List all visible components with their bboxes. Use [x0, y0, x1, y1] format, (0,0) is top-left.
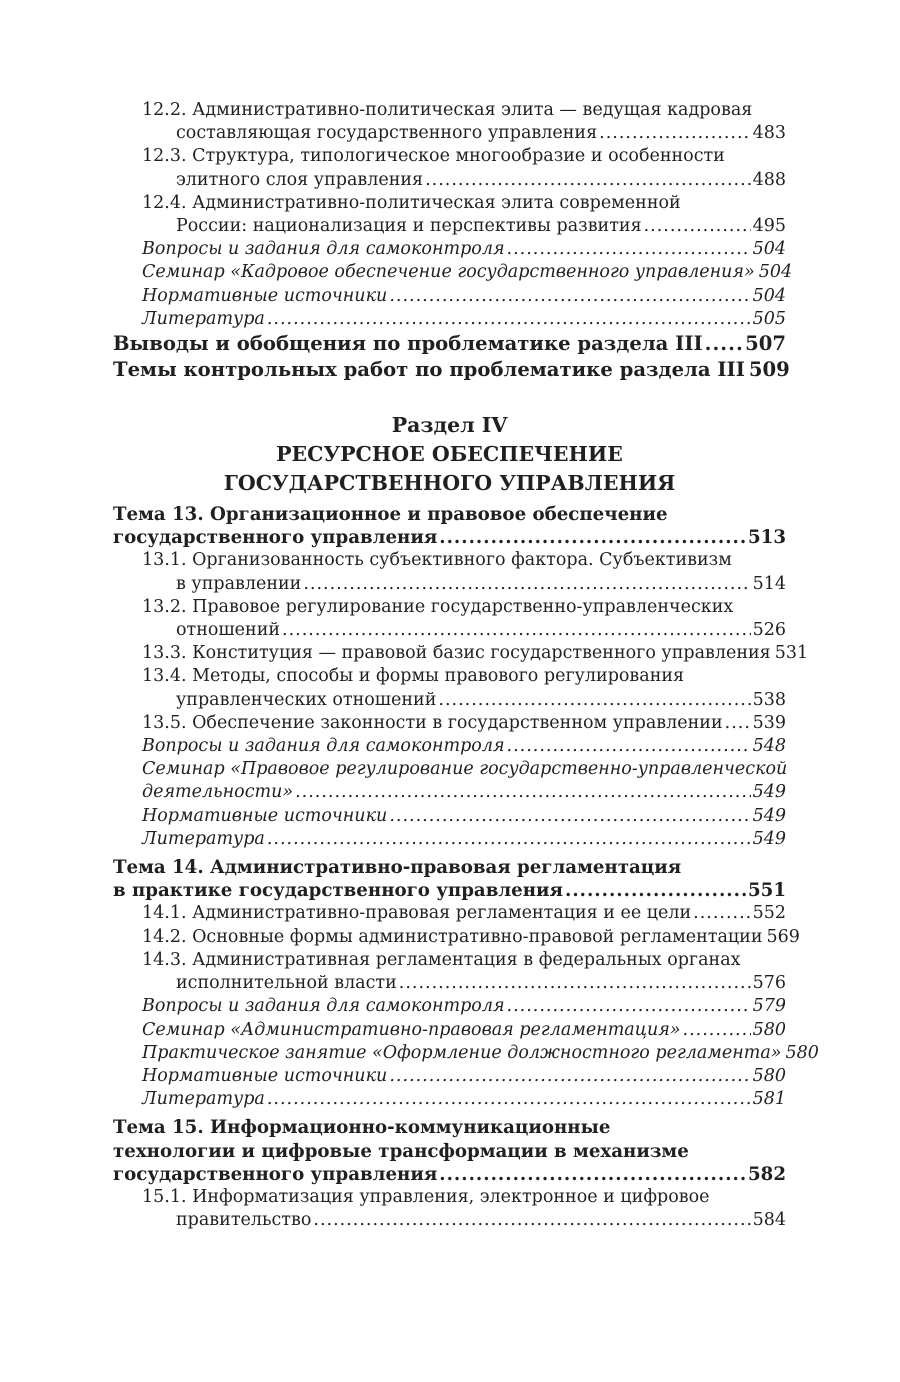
- toc-entry-13-4: [113, 665, 786, 711]
- page-number: 548: [752, 736, 786, 757]
- entry-title-cont: России: национализация и перспективы развития: [176, 216, 642, 237]
- page-number: 551: [748, 880, 786, 902]
- entry-title: Практическое занятие «Оформление должностного регламента»: [142, 1042, 782, 1063]
- toc-topic-15: [113, 1116, 786, 1186]
- dot-leader: [267, 1088, 751, 1111]
- section-label: Раздел IV: [391, 413, 508, 438]
- toc-entry-13-5: [113, 712, 786, 735]
- entry-title: Выводы и обобщения по проблематике раздела III: [113, 332, 703, 356]
- toc-topic-13: [113, 503, 786, 549]
- toc-topic-14: [113, 856, 786, 902]
- toc-normative-14: [113, 1065, 786, 1088]
- toc-entry-13-2: [113, 596, 786, 642]
- toc-normative-13: [113, 805, 786, 828]
- topic-title-cont: технологии и цифровые трансформации в механизме: [113, 1140, 689, 1162]
- entry-title: 14.1. Административно-правовая регламентация и ее цели: [142, 903, 692, 924]
- page-number: 582: [748, 1163, 786, 1185]
- dot-leader: [507, 238, 751, 261]
- toc-control-works-section-3: [113, 357, 790, 383]
- entry-title: Темы контрольных работ по проблематике раздела III: [113, 358, 745, 382]
- toc-seminar-13: [113, 758, 786, 804]
- entry-title: Литература: [142, 828, 265, 849]
- entry-title: Нормативные источники: [142, 805, 388, 826]
- dot-leader: [683, 1019, 751, 1042]
- page-number: 538: [752, 689, 786, 710]
- page-number: 579: [752, 996, 786, 1017]
- toc-summary-section-3: [113, 331, 786, 357]
- toc-questions-13: [113, 735, 786, 758]
- entry-title: 13.3. Конституция — правовой базис государственного управления: [142, 643, 771, 664]
- table-of-contents: [113, 99, 819, 1232]
- page-number: 507: [745, 332, 786, 356]
- dot-leader: [693, 902, 750, 925]
- entry-title-cont: отношений: [176, 620, 281, 641]
- entry-title: 12.4. Административно-политическая элита современной: [142, 192, 681, 213]
- dot-leader: [303, 573, 750, 596]
- page-number: 495: [752, 216, 786, 237]
- entry-title: Вопросы и задания для самоконтроля: [142, 736, 505, 757]
- entry-title: 13.2. Правовое регулирование государственно-управленческих: [142, 596, 734, 617]
- toc-entry-12-4: [113, 192, 786, 238]
- page-number: 504: [752, 239, 786, 260]
- topic-title-cont: в практике государственного управления: [113, 880, 563, 902]
- dot-leader: [439, 1163, 746, 1186]
- topic-title-cont: государственного управления: [113, 527, 438, 549]
- dot-leader: [389, 1065, 750, 1088]
- dot-leader: [439, 526, 746, 549]
- entry-title: Вопросы и задания для самоконтроля: [142, 996, 505, 1017]
- dot-leader: [438, 689, 750, 712]
- entry-title-cont: исполнительной власти: [176, 973, 397, 994]
- toc-literature-14: [113, 1088, 786, 1111]
- entry-title: Семинар «Административно-правовая регламентация»: [142, 1019, 681, 1040]
- dot-leader: [389, 805, 750, 828]
- page-number: 531: [774, 643, 809, 664]
- toc-literature-13: [113, 828, 786, 851]
- toc-practice-14: [113, 1042, 819, 1065]
- entry-title-cont: управленческих отношений: [176, 689, 437, 710]
- entry-title: 15.1. Информатизация управления, электронное и цифровое: [142, 1186, 710, 1207]
- toc-entry-15-1: [113, 1186, 786, 1232]
- entry-title-cont: составляющая государственного управления: [176, 123, 598, 144]
- entry-title-cont: деятельности»: [142, 782, 294, 803]
- page-number: 505: [752, 308, 786, 329]
- topic-title: Тема 15. Информационно-коммуникационные: [113, 1117, 611, 1139]
- page-number: 569: [766, 926, 800, 947]
- section-title-line1: РЕСУРСНОЕ ОБЕСПЕЧЕНИЕ: [276, 442, 623, 467]
- toc-questions-12: [113, 238, 786, 261]
- dot-leader: [313, 1209, 750, 1232]
- page-number: 488: [752, 169, 786, 190]
- page-number: 513: [748, 527, 786, 549]
- page-number: 514: [752, 573, 786, 594]
- topic-title: Тема 13. Организационное и правовое обеспечение: [113, 504, 668, 526]
- page-number: 580: [752, 1019, 786, 1040]
- entry-title-cont: в управлении: [176, 573, 302, 594]
- page-number: 580: [752, 1065, 786, 1086]
- page-number: 539: [752, 712, 786, 733]
- entry-title: 13.4. Методы, способы и формы правового регулирования: [142, 666, 685, 687]
- entry-title: 12.3. Структура, типологическое многообразие и особенности: [142, 146, 725, 167]
- page-number: 504: [752, 285, 786, 306]
- dot-leader: [267, 828, 751, 851]
- dot-leader: [295, 781, 751, 804]
- page-number: 549: [752, 782, 786, 803]
- topic-title: Тема 14. Административно-правовая регламентация: [113, 857, 682, 879]
- page-number: 526: [752, 620, 786, 641]
- entry-title-cont: правительство: [176, 1210, 312, 1231]
- dot-leader: [565, 879, 746, 902]
- dot-leader: [507, 995, 751, 1018]
- toc-entry-12-2: [113, 99, 786, 145]
- entry-title: Нормативные источники: [142, 285, 388, 306]
- page-number: 552: [752, 903, 786, 924]
- page-number: 584: [752, 1210, 786, 1231]
- page-number: 549: [752, 805, 786, 826]
- page-number: 483: [752, 123, 786, 144]
- toc-entry-14-3: [113, 949, 786, 995]
- entry-title: 14.2. Основные формы административно-правовой регламентации: [142, 926, 763, 947]
- toc-seminar-12: [113, 261, 793, 284]
- page-number: 549: [752, 828, 786, 849]
- entry-title: Нормативные источники: [142, 1065, 388, 1086]
- page-number: 581: [752, 1089, 786, 1110]
- toc-normative-12: [113, 285, 786, 308]
- toc-entry-14-1: [113, 902, 786, 925]
- dot-leader: [599, 122, 750, 145]
- section-title-line2: ГОСУДАРСТВЕННОГО УПРАВЛЕНИЯ: [223, 471, 676, 496]
- entry-title: 13.5. Обеспечение законности в государственном управлении: [142, 712, 723, 733]
- dot-leader: [425, 169, 751, 192]
- toc-entry-13-1: [113, 549, 786, 595]
- entry-title: 12.2. Административно-политическая элита — ведущая кадровая: [142, 100, 753, 120]
- page-number: 509: [748, 358, 790, 382]
- toc-literature-12: [113, 308, 786, 331]
- dot-leader: [644, 215, 751, 238]
- entry-title: Вопросы и задания для самоконтроля: [142, 239, 505, 260]
- page-number: 580: [785, 1042, 819, 1063]
- entry-title-cont: элитного слоя управления: [176, 169, 424, 190]
- dot-leader: [507, 735, 751, 758]
- page-number: 504: [758, 262, 793, 283]
- page-number: 576: [752, 973, 786, 994]
- dot-leader: [282, 619, 751, 642]
- topic-title-cont: государственного управления: [113, 1163, 438, 1185]
- toc-entry-12-3: [113, 145, 786, 191]
- dot-leader: [399, 972, 751, 995]
- dot-leader: [267, 308, 751, 331]
- entry-title: 14.3. Административная регламентация в федеральных органах: [142, 949, 741, 970]
- entry-title: Литература: [142, 1089, 265, 1110]
- dot-leader: [705, 331, 743, 357]
- toc-entry-13-3: [113, 642, 809, 665]
- toc-questions-14: [113, 995, 786, 1018]
- toc-seminar-14: [113, 1019, 786, 1042]
- section-heading: [113, 411, 786, 498]
- dot-leader: [725, 712, 751, 735]
- entry-title: Семинар «Правовое регулирование государственно-управленческой: [142, 759, 788, 780]
- entry-title: Литература: [142, 308, 265, 329]
- entry-title: 13.1. Организованность субъективного фактора. Субъективизм: [142, 550, 732, 571]
- entry-title: Семинар «Кадровое обеспечение государственного управления»: [142, 262, 755, 283]
- toc-entry-14-2: [113, 926, 800, 949]
- dot-leader: [389, 285, 750, 308]
